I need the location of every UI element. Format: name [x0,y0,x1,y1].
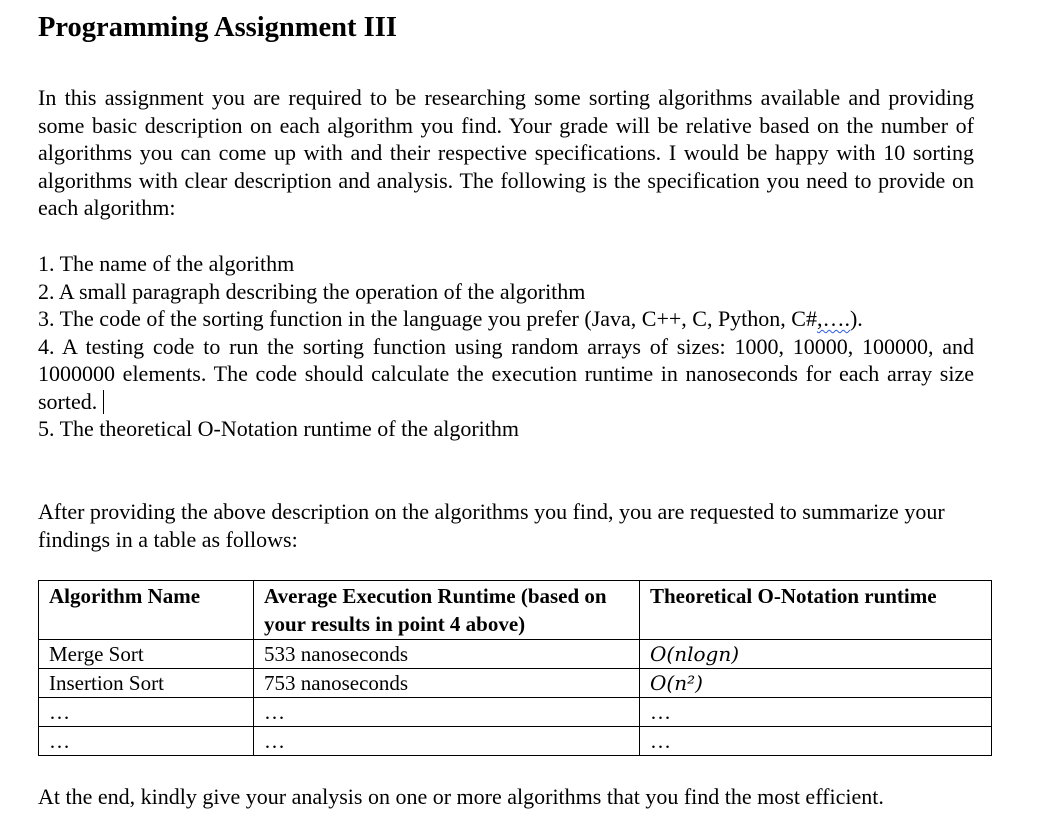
cell-complexity: O(nlogn) [640,640,992,669]
summary-instruction: After providing the above description on the algorithms you find, you are requested to summarize your findings in a table as follows: [38,499,945,552]
requirement-3-text: 3. The code of the sorting function in the language you prefer (Java, C++, C, Python, C# [38,306,817,331]
cell-runtime: 533 nanoseconds [254,640,640,669]
text-cursor [103,390,104,414]
requirement-3-end: ). [849,306,863,331]
table-row [39,727,992,756]
requirement-4 [38,333,974,416]
cell-runtime: … [254,698,640,727]
spellcheck-underline[interactable]: ,…. [816,306,850,331]
cell-algorithm: Insertion Sort [39,669,254,698]
closing-paragraph: At the end, kindly give your analysis on one or more algorithms that you find the most efficient. [38,784,884,809]
header-average-runtime: Average Execution Runtime (based on your results in point 4 above) [254,581,640,640]
cell-runtime: … [254,727,640,756]
cell-complexity: … [640,698,992,727]
summary-table [38,580,992,756]
cell-algorithm: Merge Sort [39,640,254,669]
document-title: Programming Assignment III [38,12,397,43]
cell-complexity: … [640,727,992,756]
requirements-list [38,250,974,443]
table-row [39,640,992,669]
cell-algorithm: … [39,698,254,727]
header-algorithm-name: Algorithm Name [39,581,254,640]
cell-complexity: O(n²) [640,669,992,698]
requirement-5: 5. The theoretical O-Notation runtime of the algorithm [38,416,520,441]
header-theoretical-runtime: Theoretical O-Notation runtime [640,581,992,640]
requirement-2: 2. A small paragraph describing the operation of the algorithm [38,278,586,304]
requirement-4-text: 4. A testing code to run the sorting function using random arrays of sizes: 1000, 10000, 100000, and 1000000 elements. The code should calculate the execution runtime in nanoseconds for each array size sorted. [38,333,974,414]
table-row [39,698,992,727]
intro-paragraph: In this assignment you are required to be researching some sorting algorithms available and providing some basic description on each algorithm you find. Your grade will be relative based on the number of algorithms you can come up with and their respective specifications. I would be happy with 10 sorting algorithms with clear description and analysis. The following is the specification you need to provide on each algorithm: [38,85,974,220]
requirement-3 [38,305,974,333]
table-header-row [39,581,992,640]
cell-runtime: 753 nanoseconds [254,669,640,698]
cell-algorithm: … [39,727,254,756]
table-row [39,669,992,698]
requirement-1: 1. The name of the algorithm [38,251,295,276]
